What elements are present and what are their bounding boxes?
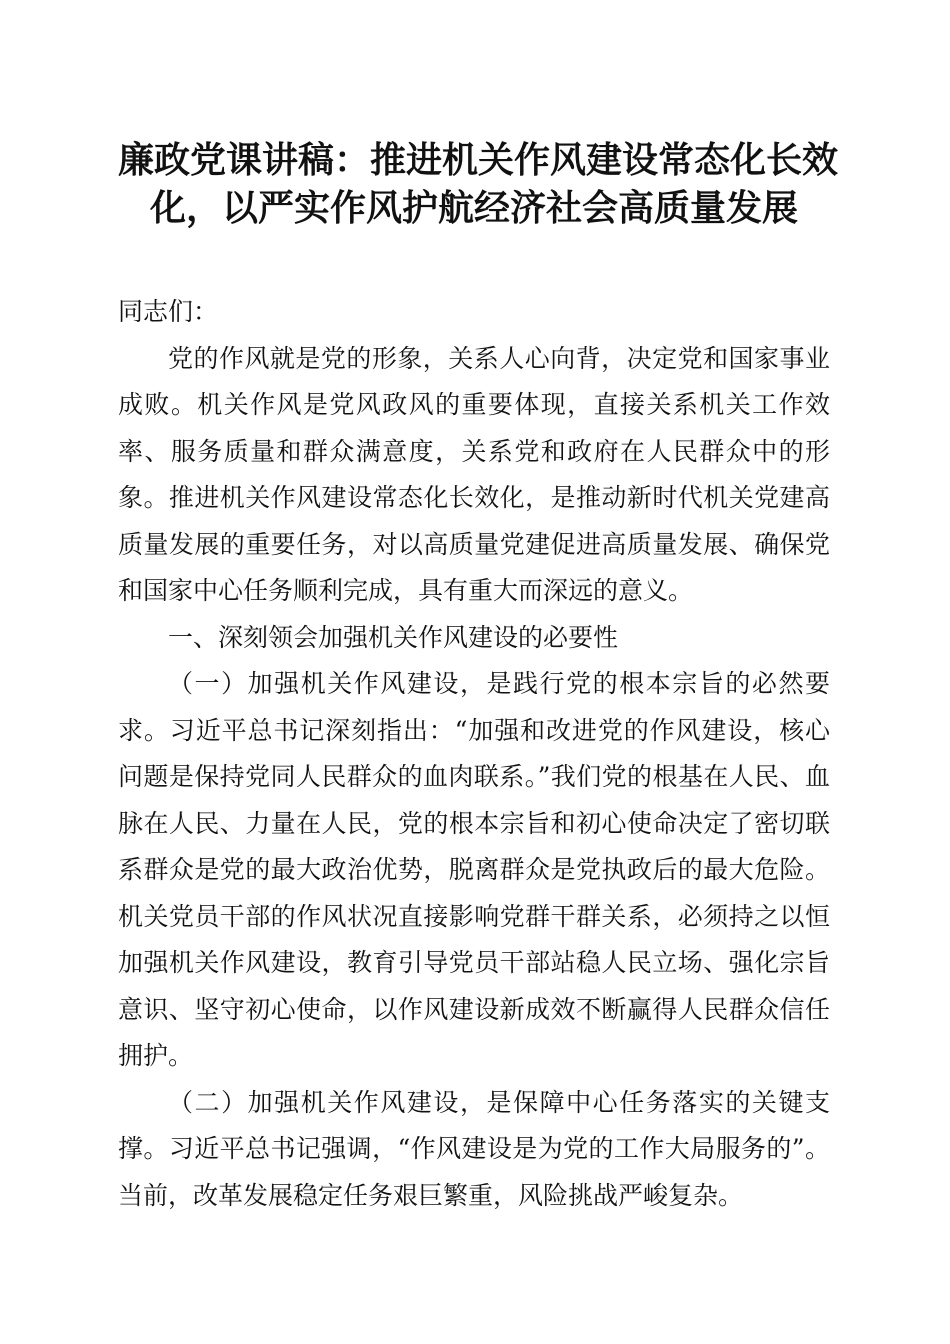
- point-2-paragraph: （二）加强机关作风建设，是保障中心任务落实的关键支撑。习近平总书记强调，“作风建设是为党的工作大局服务的”。当前，改革发展稳定任务艰巨繁重，风险挑战严峻复杂。: [118, 1087, 830, 1210]
- title-line-1: 廉政党课讲稿：推进机关作风建设常态化长效: [118, 139, 839, 181]
- point-1-paragraph: （一）加强机关作风建设，是践行党的根本宗旨的必然要求。习近平总书记深刻指出：“加强和改进党的作风建设，核心问题是保持党同人民群众的血肉联系。”我们党的根基在人民、血脉在人民、力量在人民，党的根本宗旨和初心使命决定了密切联系群众是党的最大政治优势，脱离群众是党执政后的最大危险。机关党员干部的作风状况直接影响党群干群关系，必须持之以恒加强机关作风建设，教育引导党员干部站稳人民立场、强化宗旨意识、坚守初心使命，以作风建设新成效不断赢得人民群众信任拥护。: [118, 669, 830, 1070]
- document-page: [118, 136, 839, 1219]
- document-title: [118, 136, 839, 232]
- title-line-2: 化，以严实作风护航经济社会高质量发展: [149, 187, 798, 229]
- intro-paragraph: 党的作风就是党的形象，关系人心向背，决定党和国家事业成败。机关作风是党风政风的重要体现，直接关系机关工作效率、服务质量和群众满意度，关系党和政府在人民群众中的形象。推进机关作风建设常态化长效化，是推动新时代机关党建高质量发展的重要任务，对以高质量党建促进高质量发展、确保党和国家中心任务顺利完成，具有重大而深远的意义。: [118, 343, 830, 605]
- section-heading-1: 一、深刻领会加强机关作风建设的必要性: [168, 622, 619, 652]
- salutation: 同志们：: [118, 297, 219, 326]
